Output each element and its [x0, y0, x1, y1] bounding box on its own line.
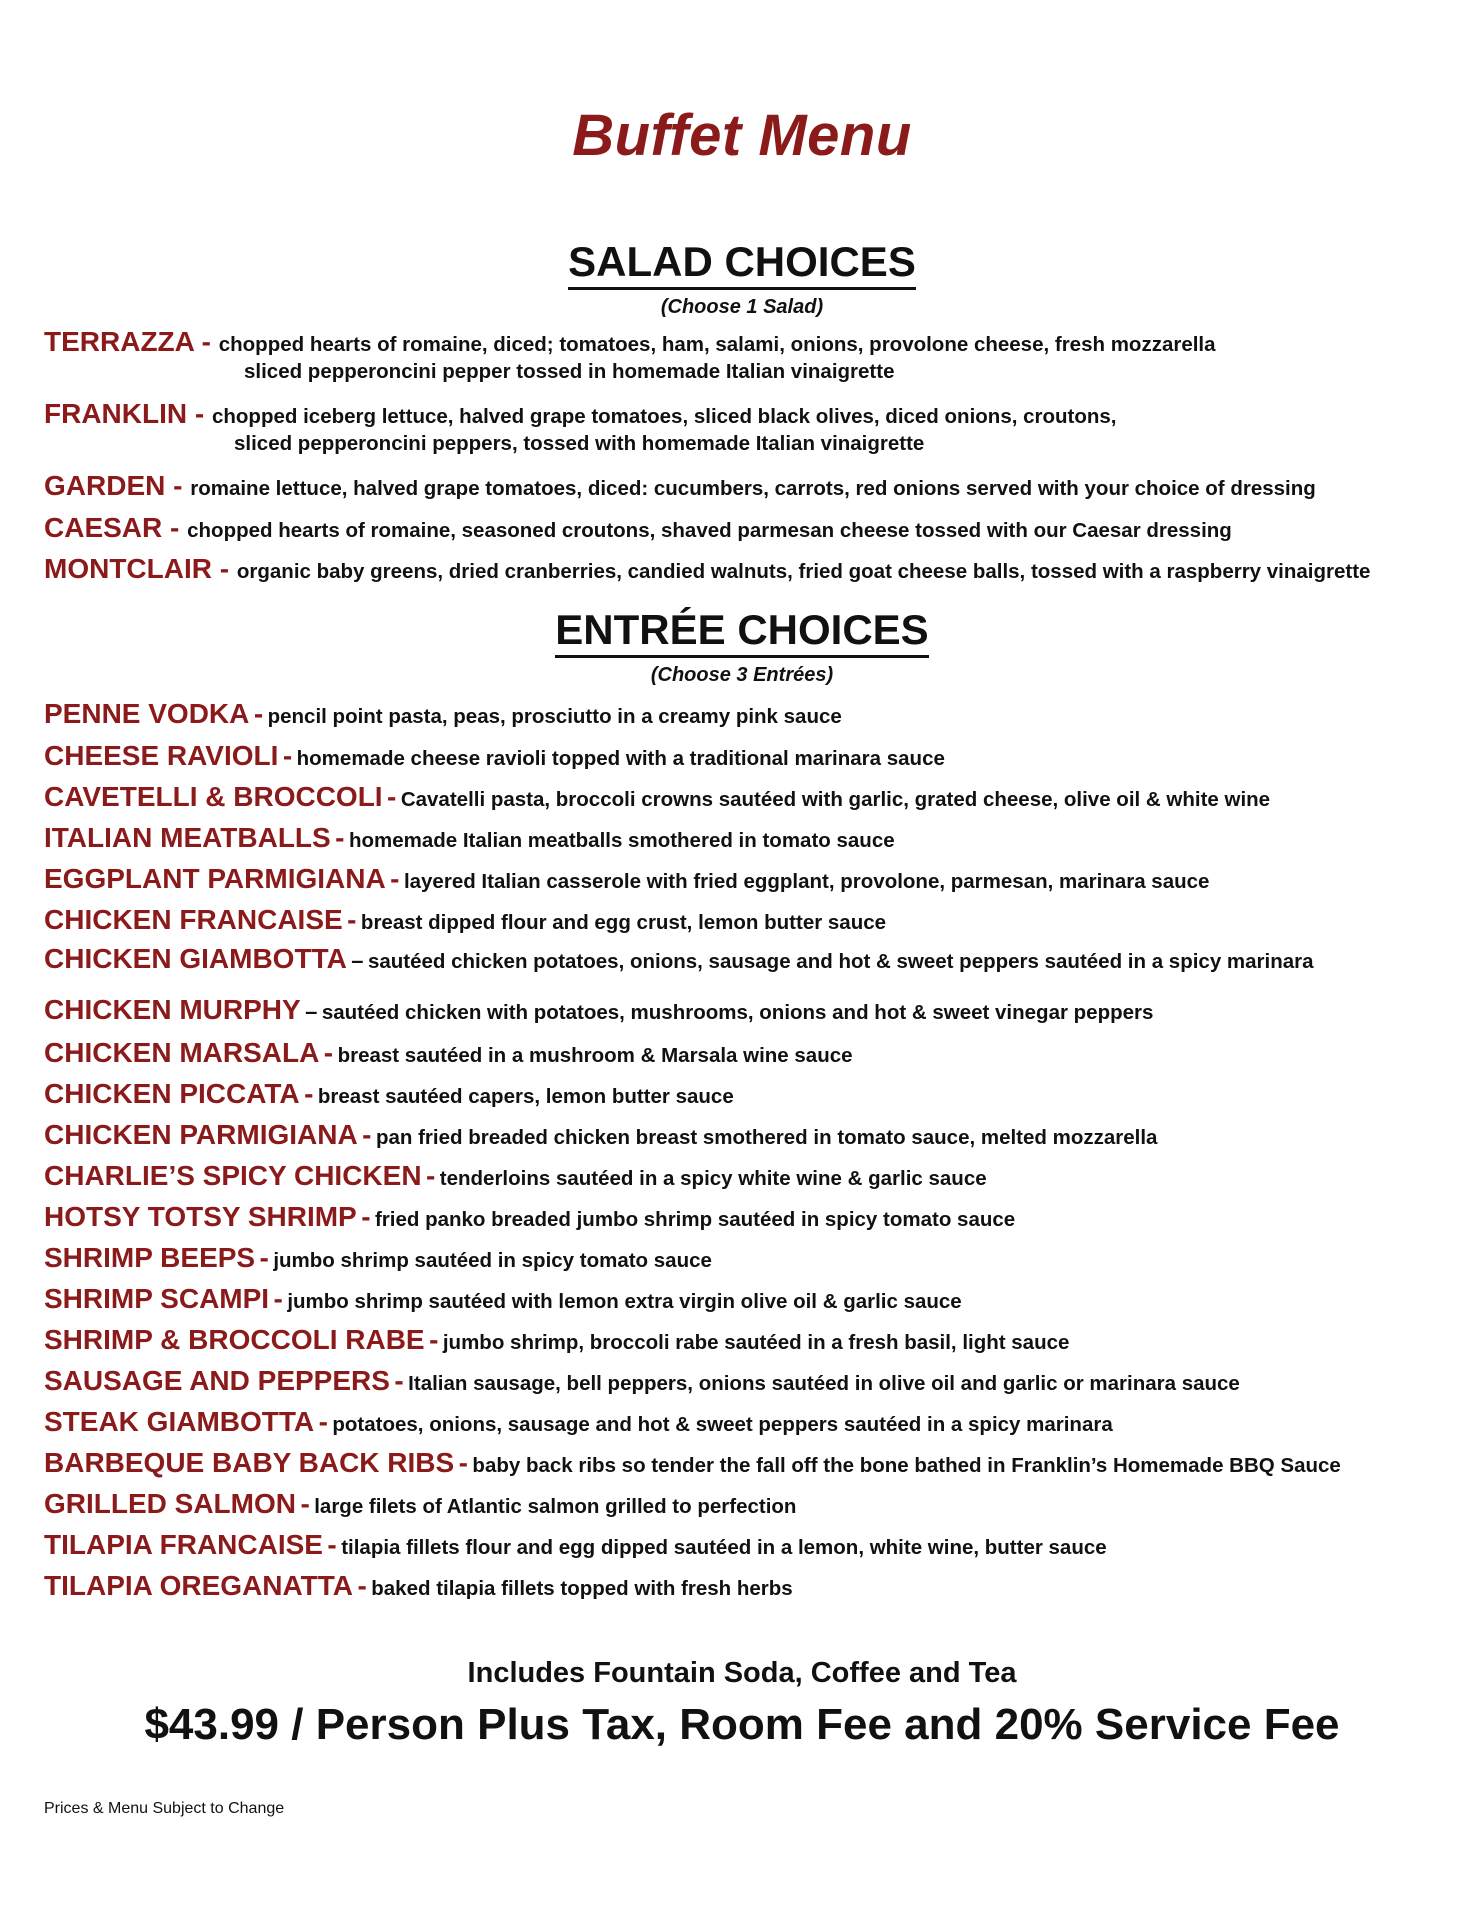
item-description: chopped hearts of romaine, seasoned croutons, shaved parmesan cheese tossed with our Caesar dressing [187, 519, 1232, 542]
item-description: fried panko breaded jumbo shrimp sautéed in spicy tomato sauce [374, 1208, 1016, 1231]
entree-item [44, 904, 1454, 936]
item-separator: - [458, 1447, 468, 1478]
item-separator: - [300, 1488, 310, 1519]
salad-subheading: (Choose 1 Salad) [660, 296, 824, 318]
entree-item [44, 1242, 1454, 1274]
item-separator: - [304, 1078, 314, 1109]
item-description: homemade cheese ravioli topped with a traditional marinara sauce [296, 747, 945, 770]
entree-item [44, 1488, 1454, 1520]
item-separator: - [361, 1201, 371, 1232]
item-separator: - [335, 822, 345, 853]
item-name: CAVETELLI & BROCCOLI [44, 781, 383, 812]
entree-section-heading [0, 606, 1484, 687]
item-description: breast sautéed capers, lemon butter sauce [317, 1085, 734, 1108]
item-separator: - [387, 781, 397, 812]
salad-item-garden: GARDEN - romaine lettuce, halved grape tomatoes, diced: cucumbers, carrots, red onions served with your choice of dressing [44, 470, 1316, 501]
item-description: tenderloins sautéed in a spicy white wine & garlic sauce [439, 1167, 987, 1190]
item-name: CHICKEN PICCATA [44, 1078, 300, 1109]
item-name: CHICKEN MARSALA [44, 1037, 320, 1068]
item-description: sautéed chicken potatoes, onions, sausage and hot & sweet peppers sautéed in a spicy marinara [367, 950, 1314, 973]
entree-item [44, 1570, 1454, 1602]
item-description: homemade Italian meatballs smothered in tomato sauce [348, 829, 895, 852]
entree-subheading: (Choose 3 Entrées) [650, 664, 834, 686]
item-description: baked tilapia fillets topped with fresh herbs [371, 1577, 793, 1600]
item-description: baby back ribs so tender the fall off the bone bathed in Franklin’s Homemade BBQ Sauce [472, 1454, 1341, 1477]
item-separator: - [318, 1406, 328, 1437]
entree-item [44, 822, 1454, 854]
item-name: GRILLED SALMON [44, 1488, 296, 1519]
item-separator: - [282, 740, 293, 771]
salad-item-caesar: CAESAR - chopped hearts of romaine, seasoned croutons, shaved parmesan cheese tossed with our Caesar dressing [44, 512, 1232, 543]
entree-item [44, 1119, 1454, 1151]
menu-title: Buffet Menu [572, 103, 912, 168]
entree-item [44, 1037, 1454, 1069]
item-description-continued: sliced pepperoncini pepper tossed in homemade Italian vinaigrette [244, 360, 895, 383]
item-description: sautéed chicken with potatoes, mushrooms, onions and hot & sweet vinegar peppers [321, 1001, 1154, 1024]
item-name: SHRIMP SCAMPI [44, 1283, 270, 1314]
item-separator: - [390, 863, 400, 894]
item-name: SHRIMP BEEPS [44, 1242, 256, 1273]
item-separator: - [259, 1242, 269, 1273]
item-separator: - [253, 698, 264, 729]
entree-item [44, 698, 1454, 730]
item-name: CHARLIE’S SPICY CHICKEN [44, 1160, 422, 1191]
item-name: STEAK GIAMBOTTA [44, 1406, 315, 1437]
salad-item-montclair: MONTCLAIR - organic baby greens, dried cranberries, candied walnuts, fried goat cheese balls, tossed with a raspberry vinaigrette [44, 553, 1371, 584]
item-description: organic baby greens, dried cranberries, candied walnuts, fried goat cheese balls, tossed with a raspberry vinaigrette [236, 560, 1371, 583]
item-separator: - [327, 1529, 337, 1560]
item-description: jumbo shrimp sautéed with lemon extra virgin olive oil & garlic sauce [287, 1290, 962, 1313]
item-description: pencil point pasta, peas, prosciutto in a creamy pink sauce [267, 705, 842, 728]
item-name: HOTSY TOTSY SHRIMP [44, 1201, 357, 1232]
item-description: chopped iceberg lettuce, halved grape tomatoes, sliced black olives, diced onions, croutons, [211, 405, 1117, 428]
item-name: SAUSAGE AND PEPPERS [44, 1365, 390, 1396]
item-separator: - [394, 1365, 404, 1396]
salad-item-franklin: FRANKLIN - chopped iceberg lettuce, halved grape tomatoes, sliced black olives, diced onions, croutons, sliced pepperoncini peppers, tossed with homemade Italian vinaigrette [44, 398, 1454, 456]
salad-section-heading [0, 238, 1484, 319]
item-description: Cavatelli pasta, broccoli crowns sautéed with garlic, grated cheese, olive oil & white wine [400, 788, 1271, 811]
item-separator: - [323, 1037, 334, 1068]
item-separator: – [305, 999, 318, 1024]
item-description: breast sautéed in a mushroom & Marsala wine sauce [337, 1044, 853, 1067]
entree-item [44, 1160, 1454, 1192]
item-name: ITALIAN MEATBALLS [44, 822, 331, 853]
entree-item [44, 1283, 1454, 1315]
item-description: jumbo shrimp sautéed in spicy tomato sauce [273, 1249, 712, 1272]
entree-item [44, 1201, 1454, 1233]
item-description: breast dipped flour and egg crust, lemon butter sauce [360, 911, 887, 934]
disclaimer-footer: Prices & Menu Subject to Change [44, 1800, 285, 1817]
item-separator: - [429, 1324, 439, 1355]
item-description: chopped hearts of romaine, diced; tomatoes, ham, salami, onions, provolone cheese, fresh mozzarella [218, 333, 1216, 356]
entree-item [44, 1365, 1454, 1397]
entree-item [44, 1324, 1454, 1356]
entree-item [44, 781, 1454, 813]
item-separator: - [362, 1119, 372, 1150]
item-name: CHICKEN MURPHY [44, 994, 301, 1025]
item-description: layered Italian casserole with fried eggplant, provolone, parmesan, marinara sauce [403, 870, 1210, 893]
item-separator: - [426, 1160, 436, 1191]
item-description: potatoes, onions, sausage and hot & sweet peppers sautéed in a spicy marinara [332, 1413, 1113, 1436]
item-name: TILAPIA OREGANATTA [44, 1570, 354, 1601]
entree-item [44, 863, 1454, 895]
item-description: large filets of Atlantic salmon grilled to perfection [314, 1495, 797, 1518]
entree-heading: ENTRÉE CHOICES [555, 606, 928, 658]
item-separator: – [351, 948, 364, 973]
item-name: CAESAR [44, 512, 163, 543]
item-name: GARDEN [44, 470, 166, 501]
item-description-continued: sliced pepperoncini peppers, tossed with homemade Italian vinaigrette [234, 432, 925, 455]
item-description: romaine lettuce, halved grape tomatoes, diced: cucumbers, carrots, red onions served with your choice of dressing [190, 477, 1316, 500]
item-name: TERRAZZA [44, 326, 194, 357]
item-name: TILAPIA FRANCAISE [44, 1529, 323, 1560]
entree-item [44, 994, 1454, 1026]
entree-item [44, 1447, 1454, 1479]
item-name: MONTCLAIR [44, 553, 212, 584]
item-name: EGGPLANT PARMIGIANA [44, 863, 386, 894]
entree-item [44, 1529, 1454, 1561]
item-name: CHICKEN FRANCAISE [44, 904, 343, 935]
item-name: SHRIMP & BROCCOLI RABE [44, 1324, 425, 1355]
salad-item-terrazza: TERRAZZA - chopped hearts of romaine, diced; tomatoes, ham, salami, onions, provolone cheese, fresh mozzarella sliced pepperoncini pepper tossed in homemade Italian vinaigrette [44, 326, 1454, 384]
item-description: Italian sausage, bell peppers, onions sautéed in olive oil and garlic or marinara sauce [408, 1372, 1240, 1395]
price-line: $43.99 / Person Plus Tax, Room Fee and 20% Service Fee [144, 1700, 1340, 1749]
item-description: jumbo shrimp, broccoli rabe sautéed in a fresh basil, light sauce [442, 1331, 1070, 1354]
item-name: FRANKLIN [44, 398, 188, 429]
entree-item [44, 740, 1454, 772]
entree-item [44, 943, 1454, 975]
item-separator: - [357, 1570, 367, 1601]
includes-note: Includes Fountain Soda, Coffee and Tea [467, 1657, 1017, 1689]
item-name: CHEESE RAVIOLI [44, 740, 279, 771]
item-name: CHICKEN PARMIGIANA [44, 1119, 358, 1150]
item-name: PENNE VODKA [44, 698, 250, 729]
item-name: CHICKEN GIAMBOTTA [44, 943, 347, 974]
salad-heading: SALAD CHOICES [568, 238, 916, 290]
item-description: tilapia fillets flour and egg dipped sautéed in a lemon, white wine, butter sauce [341, 1536, 1107, 1559]
item-description: pan fried breaded chicken breast smothered in tomato sauce, melted mozzarella [375, 1126, 1158, 1149]
item-name: BARBEQUE BABY BACK RIBS [44, 1447, 455, 1478]
entree-item [44, 1406, 1454, 1438]
entree-item [44, 1078, 1454, 1110]
item-separator: - [273, 1283, 283, 1314]
item-separator: - [347, 904, 357, 935]
